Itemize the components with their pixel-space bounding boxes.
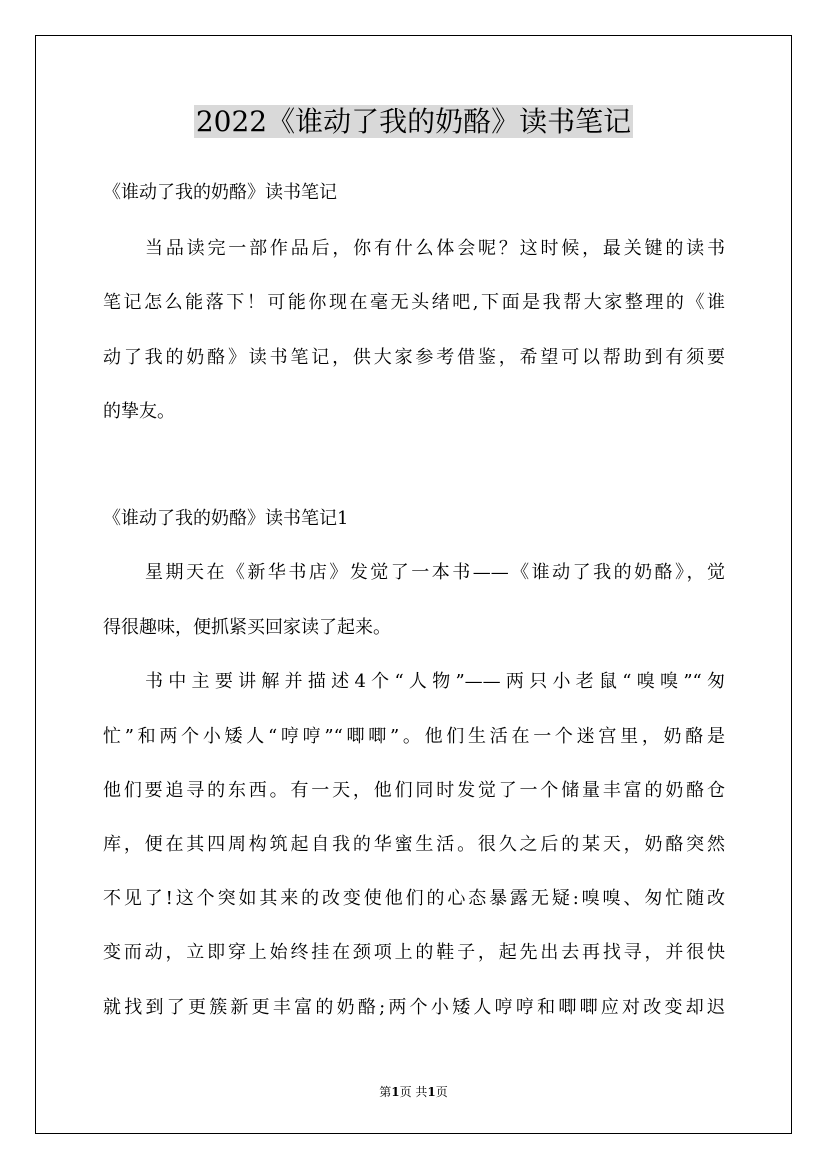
paragraph-line: 不见了!这个突如其来的改变使他们的心态暴露无疑:嗅嗅、匆忙随改 (103, 888, 725, 909)
section-heading: 《谁动了我的奶酪》读书笔记 (103, 182, 337, 203)
section-heading: 《谁动了我的奶酪》读书笔记1 (103, 508, 349, 529)
paragraph-line: 忙”和两个小矮人“哼哼”“唧唧”。他们生活在一个迷宫里，奶酪是 (103, 726, 725, 747)
paragraph-line: 笔记怎么能落下！可能你现在毫无头绪吧,下面是我帮大家整理的《谁 (103, 292, 725, 313)
paragraph-line: 得很趣味，便抓紧买回家读了起来。 (103, 617, 391, 638)
page-total: 1 (427, 1085, 436, 1099)
paragraph-line: 书中主要讲解并描述4个“人物”——两只小老鼠“嗅嗅”“匆 (145, 671, 725, 692)
page-footer: 第1页 共1页 (379, 1085, 448, 1099)
paragraph-line: 就找到了更簇新更丰富的奶酪;两个小矮人哼哼和唧唧应对改变却迟 (103, 997, 725, 1018)
paragraph-line: 当品读完一部作品后，你有什么体会呢？这时候，最关键的读书 (145, 238, 725, 259)
paragraph-line: 星期天在《新华书店》发觉了一本书——《谁动了我的奶酪》，觉 (145, 562, 725, 583)
paragraph-line: 库，便在其四周构筑起自我的华蜜生活。很久之后的某天，奶酪突然 (103, 834, 725, 855)
paragraph-line: 变而动，立即穿上始终挂在颈项上的鞋子，起先出去再找寻，并很快 (103, 942, 725, 963)
document-title: 2022《谁动了我的奶酪》读书笔记 (195, 105, 632, 138)
paragraph-line: 的挚友。 (103, 401, 175, 422)
page-current: 1 (391, 1085, 400, 1099)
paragraph-line: 他们要追寻的东西。有一天，他们同时发觉了一个储量丰富的奶酪仓 (103, 780, 725, 801)
paragraph-line: 动了我的奶酪》读书笔记，供大家参考借鉴，希望可以帮助到有须要 (103, 347, 725, 368)
